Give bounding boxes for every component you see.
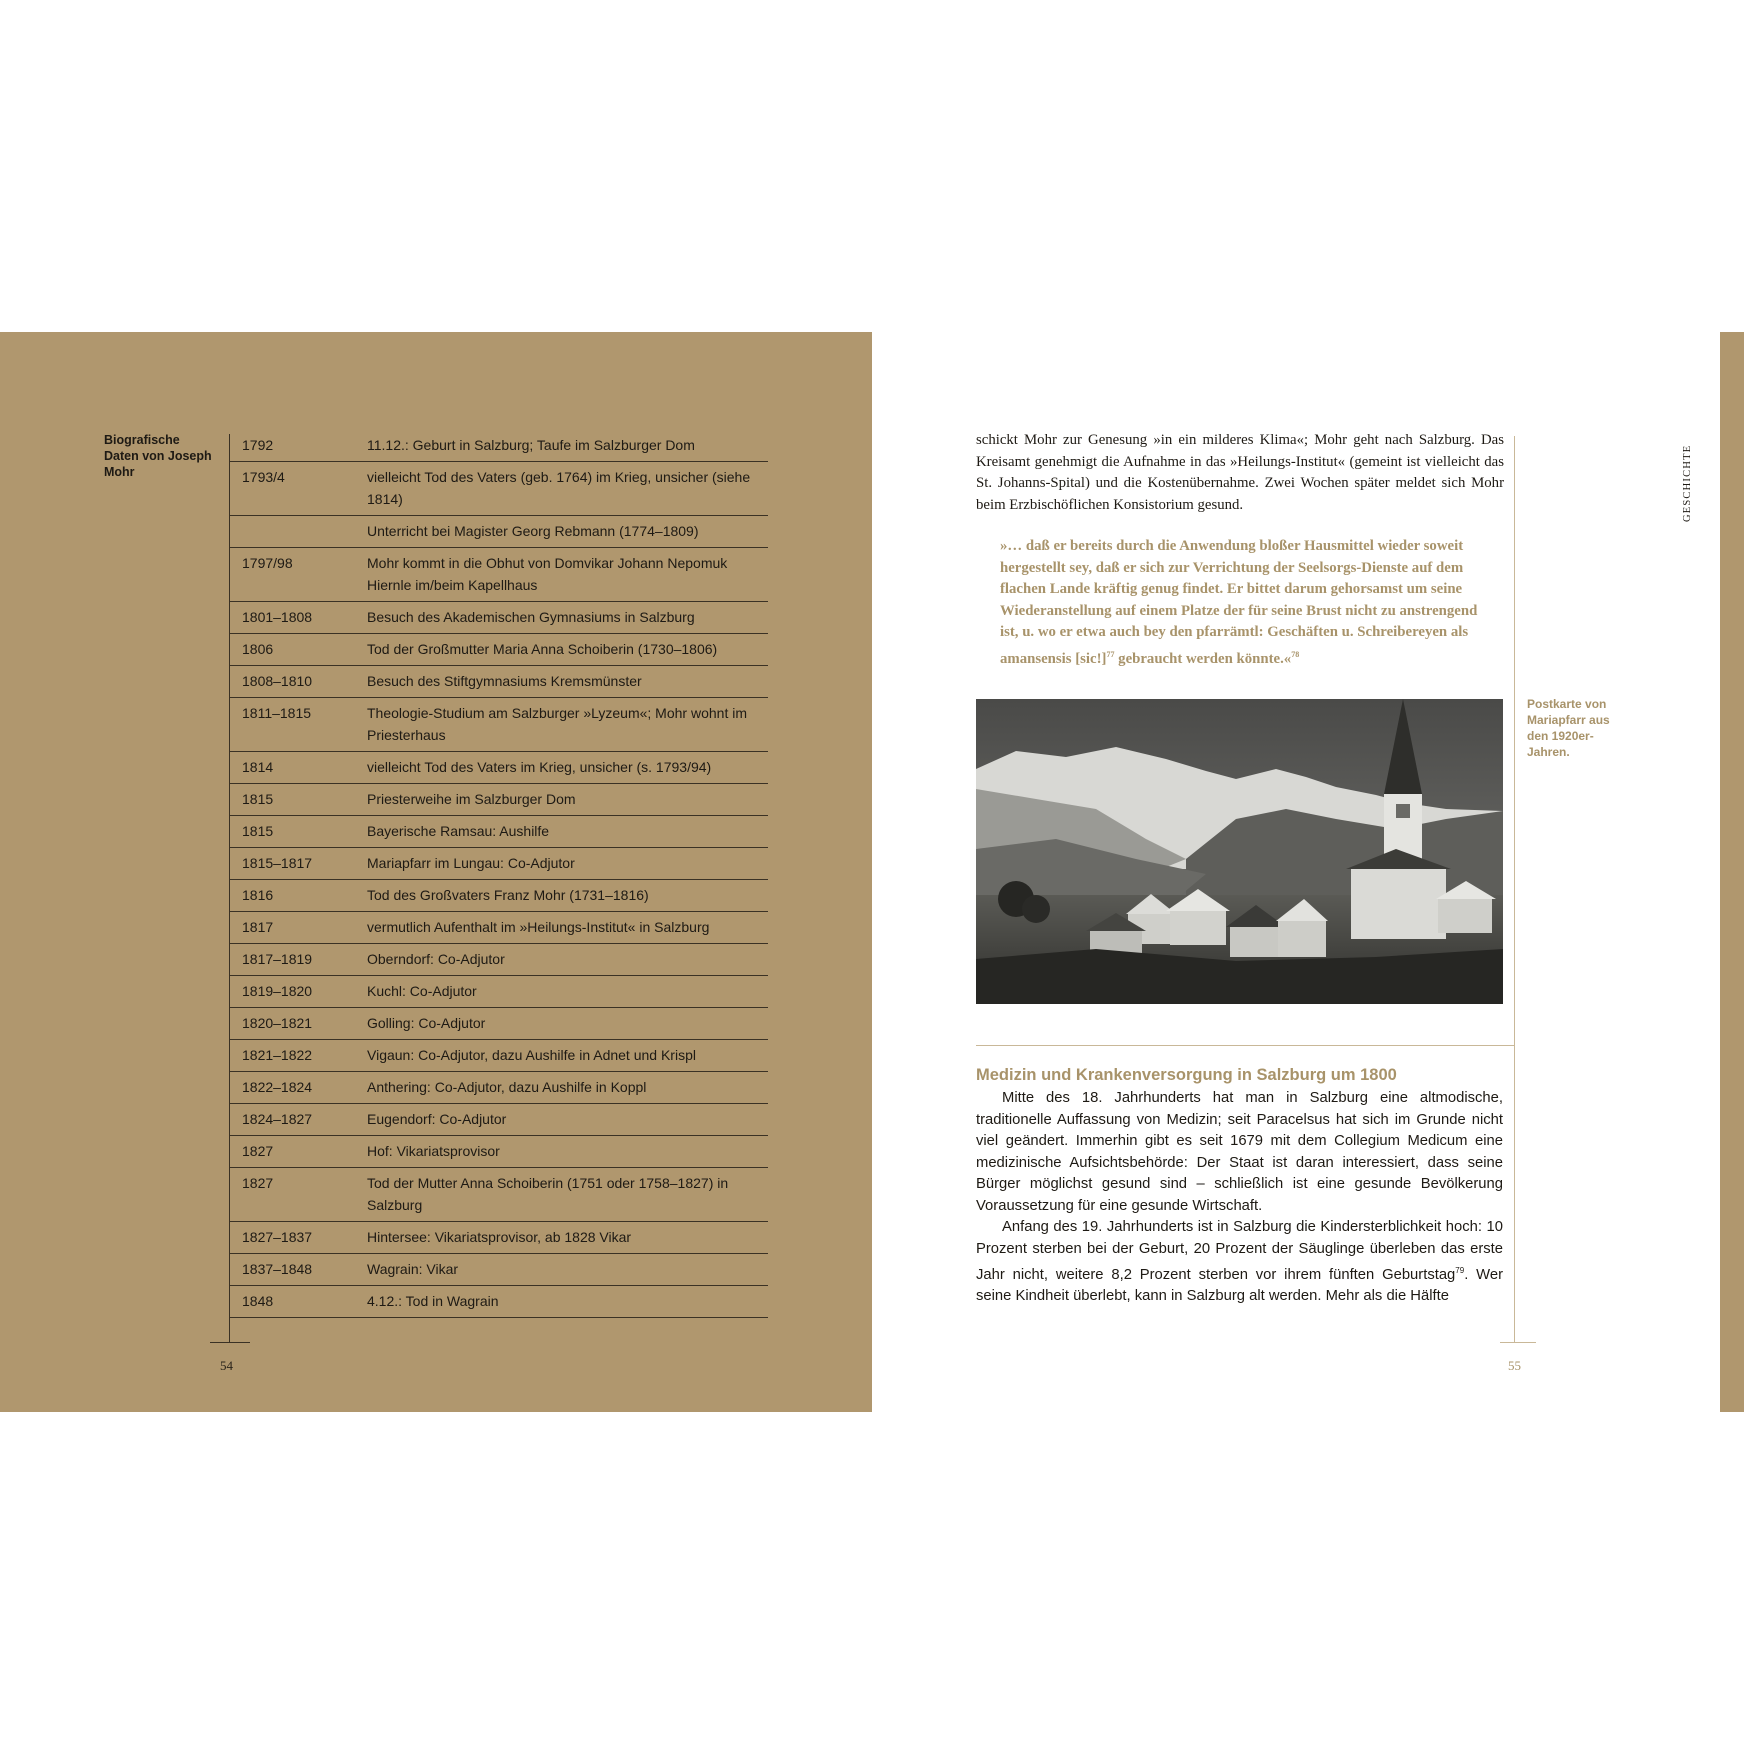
timeline-event: Priesterweihe im Salzburger Dom: [367, 791, 576, 807]
section-divider: [976, 1045, 1514, 1046]
timeline-row: [230, 912, 768, 944]
biography-table: [230, 430, 768, 1318]
timeline-year: 1837–1848: [242, 1261, 313, 1277]
timeline-year: 1792: [242, 437, 274, 453]
timeline-event: Mohr kommt in die Obhut von Domvikar Johann Nepomuk Hiernle im/beim Kapellhaus: [367, 555, 728, 593]
timeline-row: [230, 944, 768, 976]
timeline-year: 1814: [242, 759, 274, 775]
timeline-event: Bayerische Ramsau: Aushilfe: [367, 823, 550, 839]
left-page: [0, 332, 872, 1412]
paragraph-text-end: . Wer seine Kindheit überlebt, kann in Salzburg alt werden. Mehr als die Hälfte: [976, 1266, 1504, 1305]
timeline-event: Kuchl: Co-Adjutor: [367, 983, 477, 999]
timeline-row: [230, 848, 768, 880]
timeline-year: 1848: [242, 1293, 274, 1309]
timeline-event: Tod der Mutter Anna Schoiberin (1751 oder 1758–1827) in Salzburg: [367, 1175, 729, 1213]
intro-paragraph: schickt Mohr zur Genesung »in ein milderes Klima«; Mohr geht nach Salzburg. Das Kreisamt genehmigt die Aufnahme in das »Heilungs-Institut« (gemeint ist vielleicht das St. Johanns-Spital) und die Kostenübernahme. Zwei Wochen später meldet sich Mohr beim Erzbischöflichen Konsistorium gesund.: [976, 432, 1504, 513]
timeline-row: [230, 1254, 768, 1286]
timeline-year: [230, 520, 367, 542]
timeline-year: 1817: [242, 919, 274, 935]
timeline-side-label: Biografische Daten von Joseph Mohr: [104, 433, 212, 479]
timeline-event: vielleicht Tod des Vaters im Krieg, unsicher (s. 1793/94): [367, 759, 712, 775]
timeline-year: 1815–1817: [242, 855, 313, 871]
timeline-event: Hintersee: Vikariatsprovisor, ab 1828 Vikar: [367, 1229, 632, 1245]
timeline-row: [230, 430, 768, 462]
timeline-year: 1827: [242, 1175, 274, 1191]
timeline-event: Tod des Großvaters Franz Mohr (1731–1816): [367, 887, 649, 903]
block-quote: [1000, 536, 1498, 670]
timeline-row: [230, 548, 768, 602]
timeline-row: [230, 1072, 768, 1104]
page-number-right: 55: [1508, 1358, 1521, 1373]
page-number-left: 54: [220, 1358, 233, 1373]
timeline-year: 1822–1824: [242, 1079, 313, 1095]
timeline-year: 1821–1822: [242, 1047, 313, 1063]
timeline-event: Mariapfarr im Lungau: Co-Adjutor: [367, 855, 575, 871]
timeline-year: 1811–1815: [242, 705, 312, 721]
timeline-year: 1817–1819: [242, 951, 313, 967]
quote-text: »… daß er bereits durch die Anwendung bloßer Hausmittel wieder soweit hergestellt sey, daß er sich zur Verrichtung der Seelsorgs-Dienste auf dem flachen Lande kräftig genug findet. Er bittet darum gehorsamst um seine Wiederanstellung auf einem Platze der für seine Brust nicht zu anstrengend ist, u. wo er etwa auch bey den pfarrämtl: Geschäften u. Schreibereyen als amansensis [sic!]: [1000, 538, 1478, 667]
timeline-event: Besuch des Akademischen Gymnasiums in Salzburg: [367, 609, 695, 625]
timeline-year: 1806: [242, 641, 274, 657]
paragraph-text: Anfang des 19. Jahrhunderts ist in Salzburg die Kindersterblichkeit hoch: 10 Prozent sterben bei der Geburt, 20 Prozent der Säuglinge überleben das erste Jahr nicht, weitere 8,2 Prozent sterben vor ihrem fünften Geburtstag: [976, 1219, 1503, 1283]
timeline-year: 1797/98: [242, 555, 293, 571]
footnote-marker: 79: [1455, 1266, 1465, 1275]
timeline-year: 1827: [242, 1143, 274, 1159]
timeline-axis-foot: [210, 1342, 250, 1343]
timeline-event: Vigaun: Co-Adjutor, dazu Aushilfe in Adnet und Krispl: [367, 1047, 696, 1063]
timeline-event: Wagrain: Vikar: [367, 1261, 459, 1277]
right-edge-strip: [1720, 332, 1744, 1412]
timeline-event: Eugendorf: Co-Adjutor: [367, 1111, 507, 1127]
timeline-event: Golling: Co-Adjutor: [367, 1015, 486, 1031]
timeline-year: 1816: [242, 887, 274, 903]
timeline-event: Tod der Großmutter Maria Anna Schoiberin (1730–1806): [367, 641, 718, 657]
timeline-row: [230, 634, 768, 666]
timeline-year: 1793/4: [242, 469, 285, 485]
section-heading: Medizin und Krankenversorgung in Salzburg um 1800: [976, 1066, 1397, 1084]
timeline-row: [230, 816, 768, 848]
timeline-row: [230, 1222, 768, 1254]
timeline-row: [230, 602, 768, 634]
column-rule: [1514, 436, 1515, 1342]
timeline-row: [230, 784, 768, 816]
timeline-year: 1827–1837: [242, 1229, 313, 1245]
timeline-event: Theologie-Studium am Salzburger »Lyzeum«; Mohr wohnt im Priesterhaus: [367, 705, 747, 743]
paragraph: Mitte des 18. Jahrhunderts hat man in Salzburg eine altmodische, traditionelle Auffassung von Medizin; seit Paracelsus hat sich im Grunde nicht viel geändert. Immerhin gibt es seit 1679 mit dem Collegium Medicum eine medizinische Aufsichtsbehörde: Der Staat ist daran interessiert, dass seine Bürger möglichst gesund sind – schließlich ist eine gesunde Bevölkerung Voraussetzung für eine gesunde Wirtschaft.: [976, 1090, 1503, 1214]
timeline-row: [230, 880, 768, 912]
timeline-year: 1815: [242, 823, 274, 839]
timeline-row: [230, 698, 768, 752]
column-rule-foot: [1500, 1342, 1536, 1343]
timeline-row: [230, 1008, 768, 1040]
timeline-year: 1808–1810: [242, 673, 313, 689]
timeline-event: vermutlich Aufenthalt im »Heilungs-Institut« in Salzburg: [367, 919, 710, 935]
timeline-event: vielleicht Tod des Vaters (geb. 1764) im Krieg, unsicher (siehe 1814): [367, 469, 751, 507]
timeline-event: Oberndorf: Co-Adjutor: [367, 951, 505, 967]
timeline-year: 1801–1808: [242, 609, 313, 625]
timeline-row: [230, 1168, 768, 1222]
timeline-event: Hof: Vikariatsprovisor: [367, 1143, 500, 1159]
timeline-row: [230, 516, 768, 548]
body-text: [976, 1088, 1503, 1308]
timeline-row: [230, 752, 768, 784]
timeline-row: [230, 1040, 768, 1072]
paragraph: [976, 1217, 1503, 1308]
timeline-row: [230, 976, 768, 1008]
footnote-marker: 77: [1106, 649, 1115, 659]
timeline-event: 11.12.: Geburt in Salzburg; Taufe im Salzburger Dom: [367, 437, 695, 453]
timeline-event: Unterricht bei Magister Georg Rebmann (1774–1809): [367, 523, 699, 539]
section-tab-label: GESCHICHTE: [1682, 444, 1693, 522]
timeline-row: [230, 1286, 768, 1318]
timeline-year: 1815: [242, 791, 274, 807]
timeline-row: [230, 462, 768, 516]
photo-caption: Postkarte von Mariapfarr aus den 1920er-Jahren.: [1527, 697, 1610, 759]
timeline-event: Anthering: Co-Adjutor, dazu Aushilfe in Koppl: [367, 1079, 647, 1095]
timeline-year: 1824–1827: [242, 1111, 313, 1127]
section-tab: [1682, 438, 1698, 522]
timeline-event: 4.12.: Tod in Wagrain: [367, 1293, 499, 1309]
mariapfarr-postcard-photo: [976, 699, 1503, 1004]
timeline-row: [230, 1104, 768, 1136]
footnote-marker: 78: [1291, 649, 1300, 659]
timeline-row: [230, 1136, 768, 1168]
timeline-year: 1819–1820: [242, 983, 313, 999]
timeline-year: 1820–1821: [242, 1015, 313, 1031]
quote-text-end: gebraucht werden könnte.«: [1114, 650, 1292, 667]
timeline-row: [230, 666, 768, 698]
timeline-event: Besuch des Stiftgymnasiums Kremsmünster: [367, 673, 642, 689]
